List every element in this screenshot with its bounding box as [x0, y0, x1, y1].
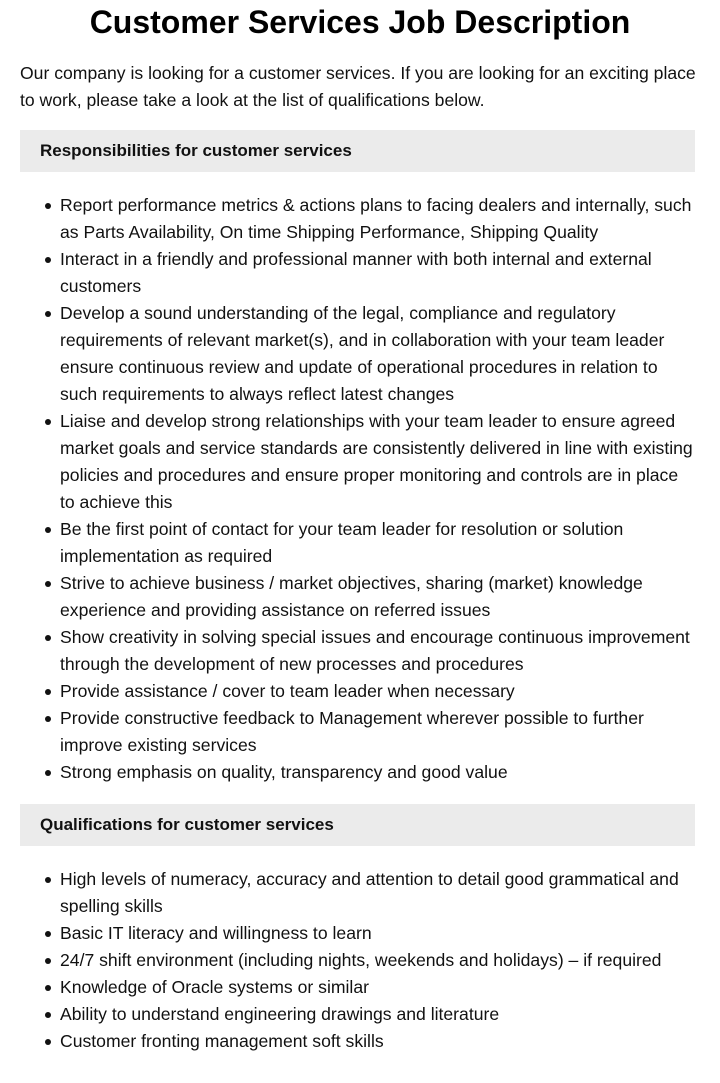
intro-text: Our company is looking for a customer services. If you are looking for an exciting place to work, please take a look at the list of qualifications below. [20, 63, 696, 110]
list-item: Provide assistance / cover to team leader when necessary [60, 678, 695, 705]
section-heading: Qualifications for customer services [20, 804, 695, 846]
section-heading: Responsibilities for customer services [20, 130, 695, 172]
list-item: Report performance metrics & actions plans to facing dealers and internally, such as Parts Availability, On time Shipping Performance, Shipping Quality [60, 192, 695, 246]
list-item: Strive to achieve business / market objectives, sharing (market) knowledge experience and providing assistance on referred issues [60, 570, 695, 624]
list-item: 24/7 shift environment (including nights, weekends and holidays) – if required [60, 947, 695, 974]
list-item: Customer fronting management soft skills [60, 1028, 695, 1055]
list-item: Liaise and develop strong relationships with your team leader to ensure agreed market goals and service standards are consistently delivered in line with existing policies and procedures and ensure proper monitoring and controls are in place to achieve this [60, 408, 695, 516]
list-item: Basic IT literacy and willingness to learn [60, 920, 695, 947]
list-item: High levels of numeracy, accuracy and attention to detail good grammatical and spelling skills [60, 866, 695, 920]
list-item: Be the first point of contact for your team leader for resolution or solution implementation as required [60, 516, 695, 570]
list-item: Provide constructive feedback to Management wherever possible to further improve existing services [60, 705, 695, 759]
list-item: Knowledge of Oracle systems or similar [60, 974, 695, 1001]
page-title: Customer Services Job Description [89, 4, 631, 40]
qualifications-list [0, 866, 695, 1055]
list-item: Ability to understand engineering drawings and literature [60, 1001, 695, 1028]
qualifications-section [0, 804, 720, 1055]
responsibilities-section [0, 130, 720, 786]
list-item: Show creativity in solving special issues and encourage continuous improvement through the development of new processes and procedures [60, 624, 695, 678]
list-item: Develop a sound understanding of the legal, compliance and regulatory requirements of relevant market(s), and in collaboration with your team leader ensure continuous review and update of operational procedures in relation to such requirements to always reflect latest changes [60, 300, 695, 408]
list-item: Strong emphasis on quality, transparency and good value [60, 759, 695, 786]
responsibilities-list [0, 192, 695, 786]
list-item: Interact in a friendly and professional manner with both internal and external customers [60, 246, 695, 300]
